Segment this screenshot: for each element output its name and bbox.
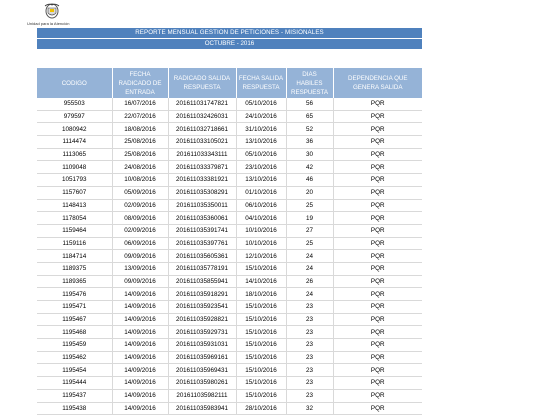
cell-radicado-salida: 201611035969161 bbox=[168, 351, 236, 364]
cell-fecha-salida: 10/10/2016 bbox=[236, 237, 286, 250]
column-header-fecha-radicado: FECHA RADICADO DE ENTRADA bbox=[112, 68, 168, 98]
cell-radicado-salida: 201611033379871 bbox=[168, 161, 236, 174]
cell-dependencia: PQR bbox=[333, 110, 422, 123]
cell-codigo: 979597 bbox=[37, 110, 112, 123]
table-row bbox=[37, 313, 422, 326]
cell-codigo: 1195467 bbox=[37, 313, 112, 326]
cell-dependencia: PQR bbox=[333, 313, 422, 326]
cell-fecha-salida: 12/10/2016 bbox=[236, 250, 286, 263]
cell-codigo: 1189365 bbox=[37, 275, 112, 288]
cell-dias-habiles: 24 bbox=[286, 250, 333, 263]
cell-fecha-radicado: 14/09/2016 bbox=[112, 364, 168, 377]
cell-codigo: 1195471 bbox=[37, 301, 112, 314]
cell-radicado-salida: 201611035918291 bbox=[168, 288, 236, 301]
table-row bbox=[37, 389, 422, 402]
table-row bbox=[37, 224, 422, 237]
column-header-codigo: CODIGO bbox=[37, 68, 112, 98]
cell-codigo: 1114474 bbox=[37, 136, 112, 149]
cell-codigo: 1178054 bbox=[37, 212, 112, 225]
table-row bbox=[37, 237, 422, 250]
cell-fecha-radicado: 14/09/2016 bbox=[112, 288, 168, 301]
cell-fecha-salida: 15/10/2016 bbox=[236, 364, 286, 377]
cell-radicado-salida: 201611033381921 bbox=[168, 174, 236, 187]
cell-fecha-radicado: 14/09/2016 bbox=[112, 389, 168, 402]
cell-dependencia: PQR bbox=[333, 123, 422, 136]
cell-fecha-salida: 01/10/2016 bbox=[236, 186, 286, 199]
cell-radicado-salida: 201611035982111 bbox=[168, 389, 236, 402]
table-row bbox=[37, 250, 422, 263]
table-row bbox=[37, 288, 422, 301]
cell-dependencia: PQR bbox=[333, 326, 422, 339]
cell-fecha-salida: 05/10/2016 bbox=[236, 148, 286, 161]
cell-dias-habiles: 23 bbox=[286, 351, 333, 364]
column-header-dias-habiles: DIAS HABILES RESPUESTA bbox=[286, 68, 333, 98]
column-header-dependencia: DEPENDENCIA QUE GENERA SALIDA bbox=[333, 68, 422, 98]
cell-fecha-radicado: 14/09/2016 bbox=[112, 313, 168, 326]
cell-radicado-salida: 201611032426031 bbox=[168, 110, 236, 123]
cell-dependencia: PQR bbox=[333, 377, 422, 390]
cell-fecha-salida: 15/10/2016 bbox=[236, 339, 286, 352]
cell-dias-habiles: 25 bbox=[286, 199, 333, 212]
cell-codigo: 1080942 bbox=[37, 123, 112, 136]
cell-dependencia: PQR bbox=[333, 199, 422, 212]
cell-fecha-radicado: 05/09/2016 bbox=[112, 186, 168, 199]
table-row bbox=[37, 186, 422, 199]
cell-dependencia: PQR bbox=[333, 275, 422, 288]
cell-dias-habiles: 24 bbox=[286, 288, 333, 301]
cell-dependencia: PQR bbox=[333, 339, 422, 352]
table-row bbox=[37, 351, 422, 364]
cell-radicado-salida: 201611035969431 bbox=[168, 364, 236, 377]
cell-radicado-salida: 201611035983941 bbox=[168, 402, 236, 415]
cell-fecha-radicado: 14/09/2016 bbox=[112, 402, 168, 415]
cell-dependencia: PQR bbox=[333, 161, 422, 174]
cell-dias-habiles: 24 bbox=[286, 262, 333, 275]
cell-fecha-radicado: 14/09/2016 bbox=[112, 301, 168, 314]
cell-dias-habiles: 25 bbox=[286, 237, 333, 250]
cell-dias-habiles: 30 bbox=[286, 148, 333, 161]
table-row bbox=[37, 377, 422, 390]
cell-fecha-radicado: 25/08/2016 bbox=[112, 148, 168, 161]
cell-dias-habiles: 52 bbox=[286, 123, 333, 136]
logo-caption: Unidad para la Atención bbox=[27, 21, 70, 26]
cell-codigo: 1051793 bbox=[37, 174, 112, 187]
cell-radicado-salida: 201611031747821 bbox=[168, 98, 236, 110]
cell-dias-habiles: 23 bbox=[286, 389, 333, 402]
cell-radicado-salida: 201611033105021 bbox=[168, 136, 236, 149]
cell-fecha-radicado: 06/09/2016 bbox=[112, 237, 168, 250]
cell-fecha-radicado: 24/08/2016 bbox=[112, 161, 168, 174]
cell-codigo: 955503 bbox=[37, 98, 112, 110]
table-row bbox=[37, 148, 422, 161]
cell-codigo: 1148413 bbox=[37, 199, 112, 212]
cell-codigo: 1195438 bbox=[37, 402, 112, 415]
cell-fecha-salida: 15/10/2016 bbox=[236, 377, 286, 390]
cell-fecha-salida: 06/10/2016 bbox=[236, 199, 286, 212]
column-header-fecha-salida: FECHA SALIDA RESPUESTA bbox=[236, 68, 286, 98]
cell-codigo: 1184714 bbox=[37, 250, 112, 263]
cell-codigo: 1195444 bbox=[37, 377, 112, 390]
cell-dependencia: PQR bbox=[333, 212, 422, 225]
cell-dependencia: PQR bbox=[333, 262, 422, 275]
cell-fecha-radicado: 09/09/2016 bbox=[112, 275, 168, 288]
table-row bbox=[37, 161, 422, 174]
cell-fecha-salida: 15/10/2016 bbox=[236, 313, 286, 326]
cell-fecha-salida: 15/10/2016 bbox=[236, 389, 286, 402]
table-row bbox=[37, 98, 422, 110]
cell-radicado-salida: 201611035605361 bbox=[168, 250, 236, 263]
cell-codigo: 1195476 bbox=[37, 288, 112, 301]
report-title: REPORTE MENSUAL GESTION DE PETICIONES - MISIONALES bbox=[37, 28, 422, 38]
cell-codigo: 1195459 bbox=[37, 339, 112, 352]
cell-radicado-salida: 201611035931031 bbox=[168, 339, 236, 352]
cell-radicado-salida: 201611035855941 bbox=[168, 275, 236, 288]
cell-dias-habiles: 23 bbox=[286, 339, 333, 352]
cell-fecha-salida: 10/10/2016 bbox=[236, 224, 286, 237]
cell-dependencia: PQR bbox=[333, 98, 422, 110]
spacer bbox=[37, 49, 422, 68]
report-sheet bbox=[37, 28, 422, 415]
cell-codigo: 1113065 bbox=[37, 148, 112, 161]
cell-codigo: 1195454 bbox=[37, 364, 112, 377]
cell-dependencia: PQR bbox=[333, 301, 422, 314]
table-header-row bbox=[37, 68, 422, 98]
cell-fecha-radicado: 14/09/2016 bbox=[112, 377, 168, 390]
cell-dependencia: PQR bbox=[333, 224, 422, 237]
cell-radicado-salida: 201611035391741 bbox=[168, 224, 236, 237]
cell-codigo: 1159116 bbox=[37, 237, 112, 250]
cell-fecha-radicado: 16/07/2016 bbox=[112, 98, 168, 110]
cell-fecha-salida: 14/10/2016 bbox=[236, 275, 286, 288]
table-body bbox=[37, 98, 422, 415]
table-row bbox=[37, 136, 422, 149]
cell-radicado-salida: 201611032718661 bbox=[168, 123, 236, 136]
cell-dependencia: PQR bbox=[333, 136, 422, 149]
cell-dependencia: PQR bbox=[333, 389, 422, 402]
cell-dias-habiles: 26 bbox=[286, 275, 333, 288]
cell-fecha-radicado: 25/08/2016 bbox=[112, 136, 168, 149]
cell-dias-habiles: 42 bbox=[286, 161, 333, 174]
cell-codigo: 1195462 bbox=[37, 351, 112, 364]
table-row bbox=[37, 123, 422, 136]
cell-dias-habiles: 27 bbox=[286, 224, 333, 237]
cell-dias-habiles: 32 bbox=[286, 402, 333, 415]
cell-dependencia: PQR bbox=[333, 237, 422, 250]
cell-dependencia: PQR bbox=[333, 364, 422, 377]
cell-codigo: 1109048 bbox=[37, 161, 112, 174]
cell-fecha-radicado: 14/09/2016 bbox=[112, 351, 168, 364]
cell-radicado-salida: 201611035397761 bbox=[168, 237, 236, 250]
cell-fecha-radicado: 14/09/2016 bbox=[112, 326, 168, 339]
cell-dependencia: PQR bbox=[333, 351, 422, 364]
table-row bbox=[37, 326, 422, 339]
cell-radicado-salida: 201611035308291 bbox=[168, 186, 236, 199]
table-row bbox=[37, 301, 422, 314]
cell-dependencia: PQR bbox=[333, 402, 422, 415]
cell-radicado-salida: 201611035980261 bbox=[168, 377, 236, 390]
cell-fecha-salida: 23/10/2016 bbox=[236, 161, 286, 174]
cell-codigo: 1157607 bbox=[37, 186, 112, 199]
table-row bbox=[37, 339, 422, 352]
cell-fecha-salida: 13/10/2016 bbox=[236, 136, 286, 149]
cell-radicado-salida: 201611035778191 bbox=[168, 262, 236, 275]
cell-codigo: 1195468 bbox=[37, 326, 112, 339]
cell-fecha-radicado: 02/09/2016 bbox=[112, 224, 168, 237]
table-row bbox=[37, 110, 422, 123]
cell-fecha-salida: 13/10/2016 bbox=[236, 174, 286, 187]
cell-dias-habiles: 23 bbox=[286, 301, 333, 314]
cell-fecha-radicado: 14/09/2016 bbox=[112, 339, 168, 352]
cell-dias-habiles: 23 bbox=[286, 326, 333, 339]
cell-fecha-salida: 28/10/2016 bbox=[236, 402, 286, 415]
column-header-radicado-salida: RADICADO SALIDA RESPUESTA bbox=[168, 68, 236, 98]
cell-fecha-salida: 15/10/2016 bbox=[236, 351, 286, 364]
cell-dias-habiles: 23 bbox=[286, 377, 333, 390]
cell-fecha-salida: 15/10/2016 bbox=[236, 262, 286, 275]
cell-dependencia: PQR bbox=[333, 174, 422, 187]
table-row bbox=[37, 212, 422, 225]
cell-fecha-salida: 05/10/2016 bbox=[236, 98, 286, 110]
cell-dias-habiles: 56 bbox=[286, 98, 333, 110]
cell-dias-habiles: 46 bbox=[286, 174, 333, 187]
cell-fecha-radicado: 09/09/2016 bbox=[112, 250, 168, 263]
cell-dias-habiles: 36 bbox=[286, 136, 333, 149]
cell-fecha-radicado: 08/09/2016 bbox=[112, 212, 168, 225]
cell-fecha-salida: 15/10/2016 bbox=[236, 301, 286, 314]
cell-dependencia: PQR bbox=[333, 186, 422, 199]
table-row bbox=[37, 275, 422, 288]
cell-fecha-radicado: 10/08/2016 bbox=[112, 174, 168, 187]
cell-fecha-salida: 31/10/2016 bbox=[236, 123, 286, 136]
cell-fecha-radicado: 18/08/2016 bbox=[112, 123, 168, 136]
cell-fecha-salida: 04/10/2016 bbox=[236, 212, 286, 225]
cell-radicado-salida: 201611035923541 bbox=[168, 301, 236, 314]
cell-fecha-salida: 24/10/2016 bbox=[236, 110, 286, 123]
cell-radicado-salida: 201611035350011 bbox=[168, 199, 236, 212]
cell-dias-habiles: 20 bbox=[286, 186, 333, 199]
table-row bbox=[37, 174, 422, 187]
report-period: OCTUBRE - 2016 bbox=[37, 38, 422, 49]
cell-radicado-salida: 201611035360061 bbox=[168, 212, 236, 225]
table-row bbox=[37, 199, 422, 212]
cell-fecha-radicado: 13/09/2016 bbox=[112, 262, 168, 275]
petitions-table bbox=[37, 68, 422, 415]
cell-dias-habiles: 23 bbox=[286, 364, 333, 377]
table-row bbox=[37, 262, 422, 275]
cell-fecha-salida: 18/10/2016 bbox=[236, 288, 286, 301]
cell-dias-habiles: 19 bbox=[286, 212, 333, 225]
cell-fecha-radicado: 02/09/2016 bbox=[112, 199, 168, 212]
cell-fecha-salida: 15/10/2016 bbox=[236, 326, 286, 339]
cell-dias-habiles: 65 bbox=[286, 110, 333, 123]
cell-radicado-salida: 201611035929731 bbox=[168, 326, 236, 339]
cell-codigo: 1195437 bbox=[37, 389, 112, 402]
cell-dependencia: PQR bbox=[333, 250, 422, 263]
cell-dias-habiles: 23 bbox=[286, 313, 333, 326]
table-row bbox=[37, 364, 422, 377]
cell-radicado-salida: 201611033343111 bbox=[168, 148, 236, 161]
cell-fecha-radicado: 22/07/2016 bbox=[112, 110, 168, 123]
cell-dependencia: PQR bbox=[333, 288, 422, 301]
table-row bbox=[37, 402, 422, 415]
cell-codigo: 1159464 bbox=[37, 224, 112, 237]
cell-codigo: 1189375 bbox=[37, 262, 112, 275]
cell-radicado-salida: 201611035928821 bbox=[168, 313, 236, 326]
cell-dependencia: PQR bbox=[333, 148, 422, 161]
